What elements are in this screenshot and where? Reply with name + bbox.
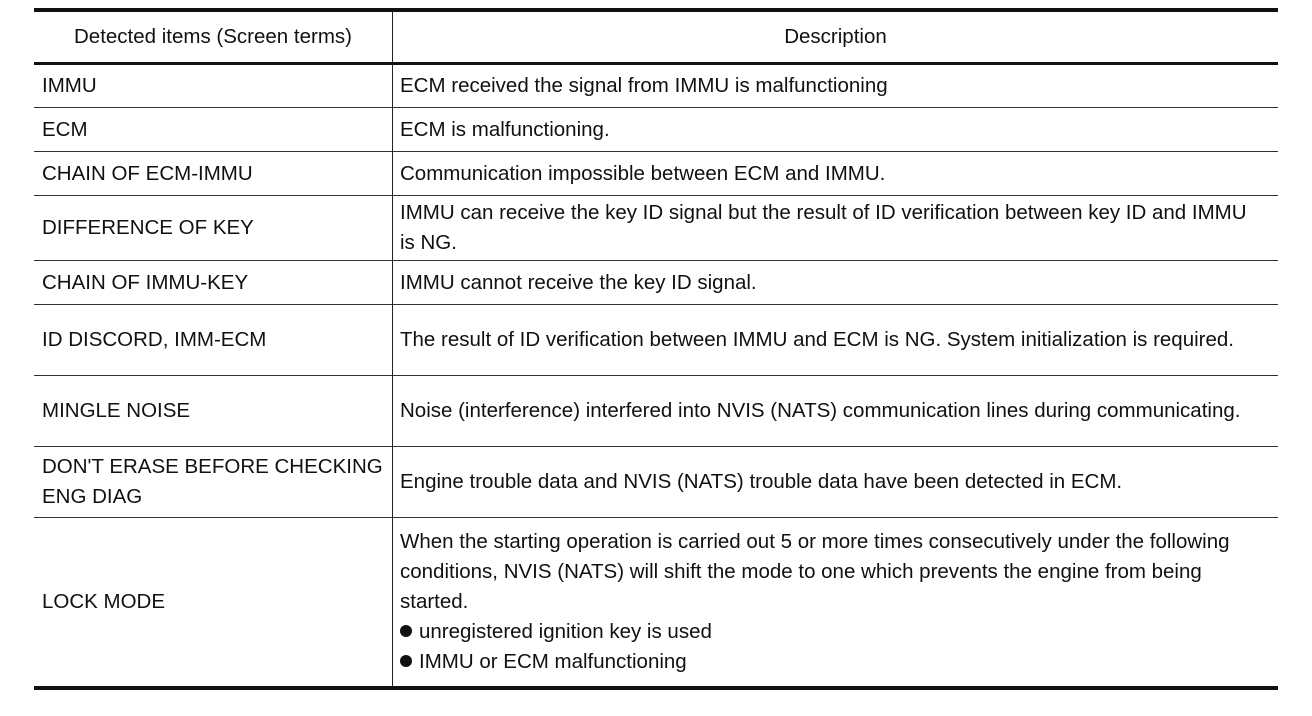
row-description: Communication impossible between ECM and IMMU. bbox=[400, 161, 886, 185]
row-description: Engine trouble data and NVIS (NATS) trouble data have been detected in ECM. bbox=[400, 470, 1123, 493]
row-description: Noise (interference) interfered into NVIS (NATS) communication lines during communicating. bbox=[400, 399, 1241, 422]
row-term: CHAIN OF IMMU-KEY bbox=[34, 261, 393, 305]
row-description: The result of ID verification between IMMU and ECM is NG. System initialization is required. bbox=[400, 328, 1234, 351]
table-row bbox=[34, 64, 1278, 108]
row-description: ECM is malfunctioning. bbox=[400, 117, 610, 141]
detected-items-table bbox=[34, 8, 1278, 690]
bullet-icon bbox=[400, 625, 412, 637]
row-term: DON'T ERASE BEFORE CHECKING ENG DIAG bbox=[34, 447, 393, 518]
table-row bbox=[34, 152, 1278, 196]
table-row bbox=[34, 196, 1278, 261]
header-detected-items: Detected items (Screen terms) bbox=[34, 10, 393, 64]
bullet-text: unregistered ignition key is used bbox=[419, 620, 712, 643]
table-row bbox=[34, 305, 1278, 376]
bullet-text: IMMU or ECM malfunctioning bbox=[419, 650, 687, 673]
lock-mode-description: When the starting operation is carried out 5 or more times consecutively under the following conditions, NVIS (NATS) will shift the mode to one which prevents the engine from being started. bbox=[400, 530, 1230, 613]
table-row bbox=[34, 518, 1278, 689]
table-row bbox=[34, 108, 1278, 152]
row-term: ECM bbox=[34, 108, 393, 152]
row-term: LOCK MODE bbox=[34, 518, 393, 689]
table-row bbox=[34, 376, 1278, 447]
table-header-row bbox=[34, 10, 1278, 64]
row-term: IMMU bbox=[34, 64, 393, 108]
row-term: CHAIN OF ECM-IMMU bbox=[34, 152, 393, 196]
bullet-icon bbox=[400, 655, 412, 667]
bullet-item bbox=[400, 647, 1264, 677]
row-description: IMMU can receive the key ID signal but the result of ID verification between key ID and IMMU is NG. bbox=[400, 201, 1247, 254]
row-term: MINGLE NOISE bbox=[34, 376, 393, 447]
table-row bbox=[34, 447, 1278, 518]
bullet-item bbox=[400, 617, 1264, 647]
table-row bbox=[34, 261, 1278, 305]
row-description: ECM received the signal from IMMU is malfunctioning bbox=[400, 74, 888, 97]
row-term: ID DISCORD, IMM-ECM bbox=[34, 305, 393, 376]
row-term: DIFFERENCE OF KEY bbox=[34, 196, 393, 261]
row-description-lock-mode bbox=[393, 518, 1279, 689]
header-description: Description bbox=[393, 10, 1279, 64]
row-description: IMMU cannot receive the key ID signal. bbox=[400, 270, 757, 294]
